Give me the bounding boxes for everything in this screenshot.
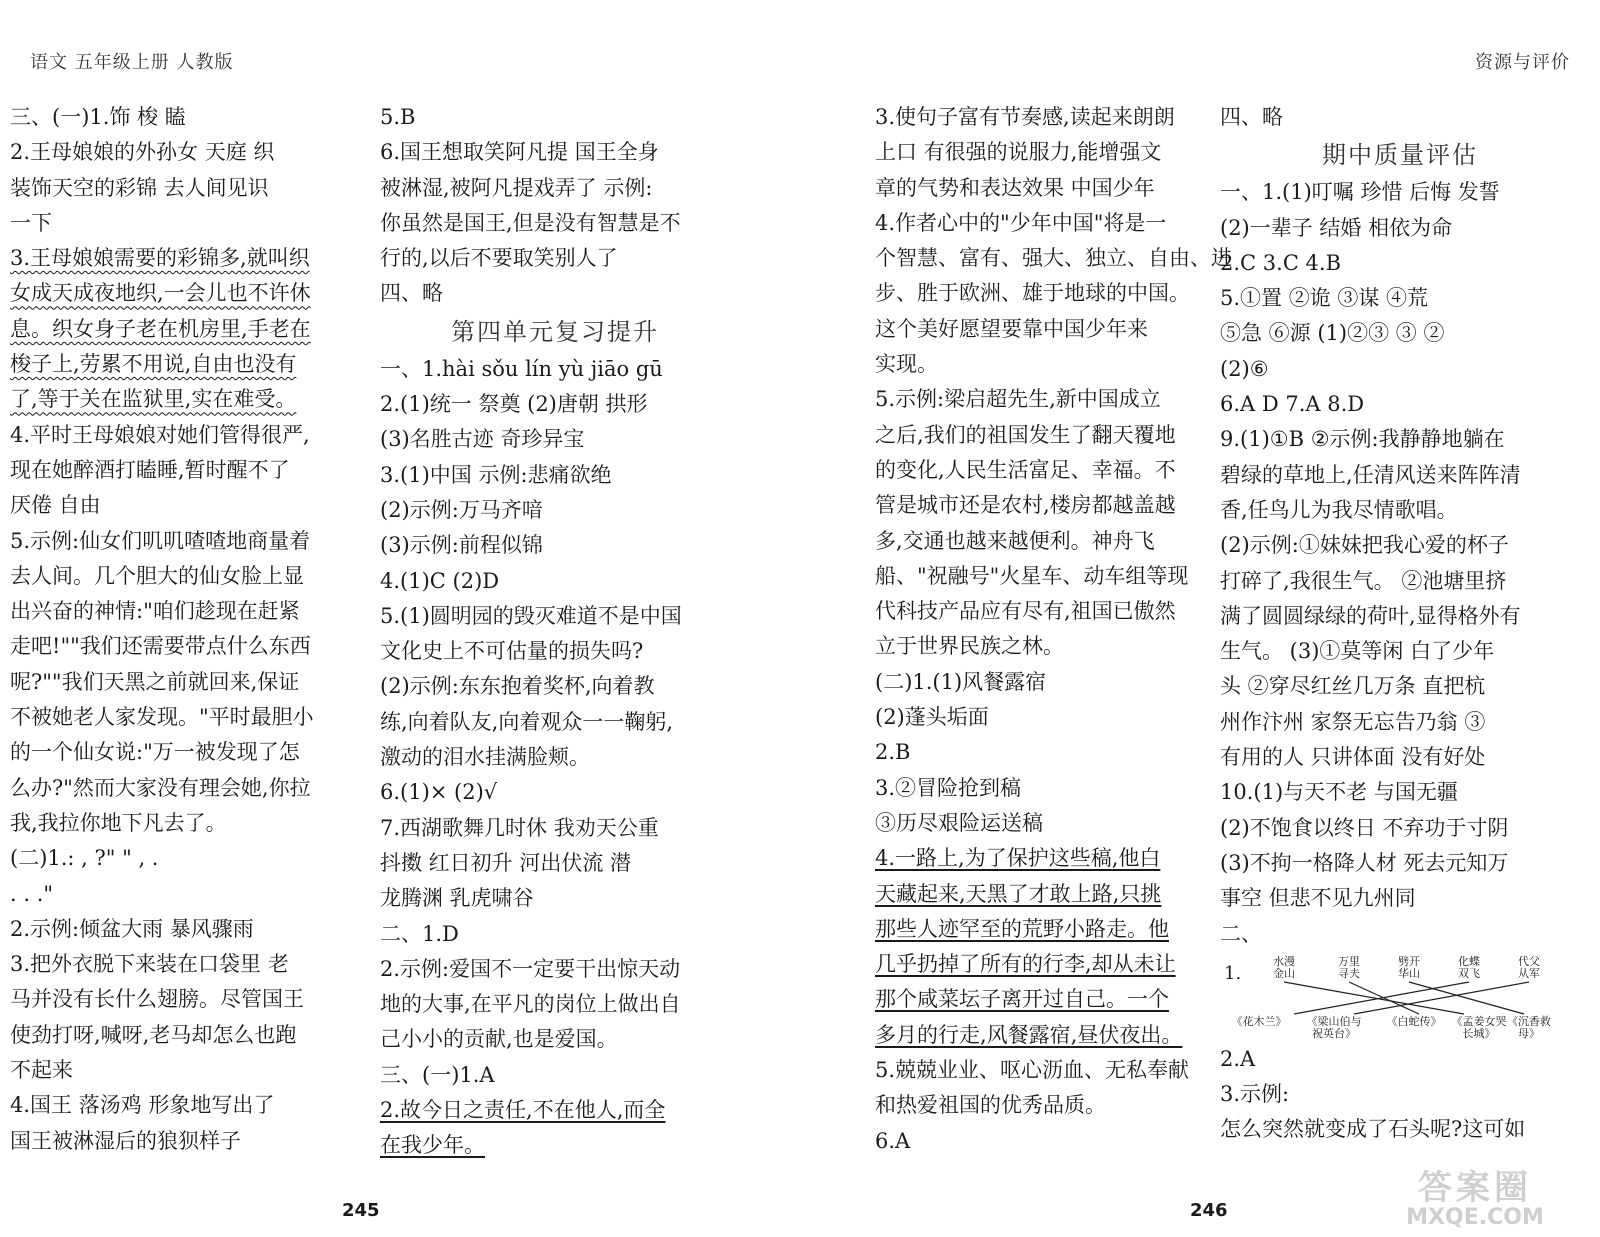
answer-line: 了,等于关在监狱里,实在难受。 [10,387,297,412]
answer-line: 4.(1)C (2)D [380,568,500,593]
answer-line: (2)⑥ [1220,356,1269,381]
answer-line: 二、1.D [380,921,459,946]
answer-line: 那个咸菜坛子离开过自己。一个 [875,987,1169,1012]
answer-line: 5.兢兢业业、呕心沥血、无私奉献 [875,1058,1190,1083]
matching-bottom-item: 《花木兰》 [1231,1014,1287,1028]
answer-line: 厌倦 自由 [10,493,101,518]
answer-line: (3)不拘一格降人材 死去元知万 [1220,850,1509,875]
answer-line: 四、略 [1220,105,1283,129]
matching-diagram [1224,952,1554,1042]
answer-line: 3.王母娘娘需要的彩锦多,就叫织 [10,246,310,271]
answer-line: 4.作者心中的"少年中国"将是一 [875,210,1167,235]
answer-line: (2)示例:①妹妹把我心爱的杯子 [1220,533,1509,558]
answer-line: 文化史上不可估量的损失吗? [380,639,644,664]
answer-line: ⑤急 ⑥源 (1)②③ ③ ② [1220,321,1445,346]
answer-line: 天藏起来,天黑了才敢上路,只挑 [875,881,1162,906]
answer-line: 我,我拉你地下凡去了。 [10,810,227,835]
answer-line: 不被她老人家发现。"平时最胆小 [10,705,314,730]
answer-line: 2.示例:倾盆大雨 暴风骤雨 [10,916,254,941]
left-header-title: 语文 五年级上册 人教版 [30,52,234,73]
answer-line: 行的,以后不要取笑别人了 [380,246,618,271]
answer-line: (2)示例:万马齐喑 [380,497,543,522]
answer-line: 四、略 [380,281,443,306]
answer-line: 4.平时王母娘娘对她们管得很严, [10,422,310,447]
answer-line: 那些人迹罕至的荒野小路走。他 [875,916,1169,941]
page-number-left: 245 [342,1200,380,1221]
matching-top-item: 万里寻夫 [1338,954,1360,980]
section-title: 第四单元复习提升 [451,317,659,346]
answer-line: 国王被淋湿后的狼狈样子 [10,1128,241,1153]
answer-line: 地的大事,在平凡的岗位上做出自 [380,992,681,1017]
answer-line: 梭子上,劳累不用说,自由也没有 [10,352,297,377]
answer-line: (2)不饱食以终日 不弃功于寸阴 [1220,815,1509,840]
answer-line: 装饰天空的彩锦 去人间见识 [10,175,269,200]
page-number-right: 246 [1190,1200,1228,1221]
matching-bottom-item: 《梁山伯与祝英台》 [1306,1014,1362,1040]
right-page-column-2 [1220,100,1580,1148]
answer-line: 2.B [875,740,911,765]
matching-top-item: 代父从军 [1518,954,1540,980]
right-page-column-1 [875,100,1232,1159]
matching-top-item: 水漫金山 [1273,954,1295,980]
answer-line: 代科技产品应有尽有,祖国已傲然 [875,599,1176,624]
left-page-column-1 [10,100,360,1159]
answer-line: 多月的行走,风餐露宿,昼伏夜出。 [875,1022,1183,1047]
answer-line: 船、"祝融号"火星车、动车组等现 [875,563,1189,588]
answer-line: 现在她醉酒打瞌睡,暂时醒不了 [10,457,290,482]
answer-line: 个智慧、富有、强大、独立、自由、进 [875,246,1232,271]
left-page [0,0,780,1237]
answer-line: 2.示例:爱国不一定要干出惊天动 [380,956,681,981]
answer-line: 和热爱祖国的优秀品质。 [875,1093,1106,1118]
answer-line: 三、(一)1.饰 梭 瞌 [10,105,186,129]
answer-line: 州作汴州 家祭无忘告乃翁 ③ [1220,709,1486,734]
answer-line: 2.王母娘娘的外孙女 天庭 织 [10,140,275,165]
answer-line: 6.国王想取笑阿凡提 国王全身 [380,140,659,165]
answer-line: 实现。 [875,352,938,377]
right-header-title: 资源与评价 [1475,52,1570,73]
answer-line: 立于世界民族之林。 [875,634,1064,659]
answer-line: 5.①置 ②诡 ③谋 ④荒 [1220,286,1429,311]
answer-line: ③历尽艰险运送稿 [875,810,1043,835]
section-title: 期中质量评估 [1322,141,1478,170]
matching-bottom-item: 《白蛇传》 [1386,1014,1442,1028]
answer-line: 抖擞 红日初升 河出伏流 潜 [380,850,632,875]
watermark-bottom: MXQE.COM [1406,1205,1544,1230]
answer-line: (2)蓬头垢面 [875,705,989,730]
answer-line: 满了圆圆绿绿的荷叶,显得格外有 [1220,603,1521,628]
left-page-column-2 [380,100,730,1164]
answer-line: 己小小的贡献,也是爱国。 [380,1027,618,1052]
answer-line: (3)示例:前程似锦 [380,533,543,558]
answer-line: 之后,我们的祖国发生了翻天覆地 [875,422,1176,447]
answer-line: 2.A [1220,1046,1256,1071]
answer-line: 3.(1)中国 示例:悲痛欲绝 [380,462,612,487]
answer-line: 怎么突然就变成了石头呢?这可如 [1220,1117,1526,1142]
watermark-logo [1380,1170,1570,1232]
answer-line: 头 ②穿尽红丝几万条 直把杭 [1220,674,1486,699]
answer-line: 么办?"然而大家没有理会她,你拉 [10,775,311,800]
answer-line: 你虽然是国王,但是没有智慧是不 [380,210,681,235]
answer-line: 出兴奋的神情:"咱们趁现在赶紧 [10,599,300,624]
answer-line: 6.A [875,1128,911,1153]
answer-line: 有用的人 只讲体面 没有好处 [1220,745,1486,770]
right-page [800,0,1600,1237]
answer-line: (3)名胜古迹 奇珍异宝 [380,427,585,452]
answer-line: 5.示例:梁启超先生,新中国成立 [875,387,1161,412]
answer-line: 多,交通也越来越便利。神舟飞 [875,528,1155,553]
answer-line: 女成天成夜地织,一会儿也不许休 [10,281,311,306]
answer-line: 3.②冒险抢到稿 [875,775,1022,800]
answer-line: 管是城市还是农村,楼房都越盖越 [875,493,1176,518]
matching-label: 1. [1224,962,1242,984]
answer-line: 5.B [380,105,416,129]
answer-line: 3.把外衣脱下来装在口袋里 老 [10,952,289,977]
right-column-2-bottom [1220,1042,1580,1148]
answer-line: 二、 [1220,921,1262,946]
answer-line: 的变化,人民生活富足、幸福。不 [875,457,1176,482]
matching-bottom-item: 《沉香救母》 [1507,1014,1551,1040]
answer-line: 使劲打呀,喊呀,老马却怎么也跑 [10,1022,297,1047]
matching-top-item: 劈开华山 [1398,954,1420,980]
answer-line: 被淋湿,被阿凡提戏弄了 示例: [380,175,653,200]
answer-line: 不起来 [10,1058,73,1083]
answer-line: 一、1.(1)叮嘱 珍惜 后悔 发誓 [1220,180,1500,205]
answer-line: 生气。 (3)①莫等闲 白了少年 [1220,639,1495,664]
answer-line: 4.一路上,为了保护这些稿,他白 [875,846,1161,871]
answer-line: 走吧!""我们还需要带点什么东西 [10,634,311,659]
answer-line: 三、(一)1.A [380,1062,495,1087]
answer-line: 10.(1)与天不老 与国无疆 [1220,780,1458,805]
answer-line: 3.使句子富有节奏感,读起来朗朗 [875,105,1175,129]
answer-line: 5.(1)圆明园的毁灭难道不是中国 [380,603,682,628]
answer-line: 去人间。几个胆大的仙女脸上显 [10,563,304,588]
answer-line: 在我少年。 [380,1133,485,1158]
answer-line: 2.(1)统一 祭奠 (2)唐朝 拱形 [380,392,648,417]
answer-line: 打碎了,我很生气。 ②池塘里挤 [1220,568,1507,593]
answer-line: 龙腾渊 乳虎啸谷 [380,886,534,911]
answer-line: 6.A D 7.A 8.D [1220,392,1365,417]
answer-line: . . ." [10,881,54,906]
answer-line: 碧绿的草地上,任清风送来阵阵清 [1220,462,1521,487]
answer-line: 激动的泪水挂满脸颊。 [380,745,590,770]
answer-line: 4.国王 落汤鸡 形象地写出了 [10,1093,275,1118]
watermark-top: 答案圈 [1418,1168,1532,1208]
answer-line: 香,任鸟儿为我尽情歌唱。 [1220,497,1458,522]
answer-line: 7.西湖歌舞几时休 我劝天公重 [380,815,659,840]
answer-line: 步、胜于欧洲、雄于地球的中国。 [875,281,1190,306]
matching-bottom-item: 《孟姜女哭长城》 [1451,1014,1507,1040]
right-column-2-top [1220,100,1580,952]
answer-line: 章的气势和表达效果 中国少年 [875,175,1155,200]
answer-line: 9.(1)①B ②示例:我静静地躺在 [1220,427,1505,452]
answer-line: 息。织女身子老在机房里,手老在 [10,316,311,341]
answer-line: 2.故今日之责任,不在他人,而全 [380,1098,666,1123]
answer-line: 的一个仙女说:"万一被发现了怎 [10,740,300,765]
answer-line: 这个美好愿望要靠中国少年来 [875,316,1148,341]
answer-line: 一下 [10,210,52,235]
answer-line: 2.C 3.C 4.B [1220,250,1342,275]
answer-line: (二)1.: , ?" " , . [10,846,159,871]
answer-line: (2)示例:东东抱着奖杯,向着教 [380,674,655,699]
answer-line: 呢?""我们天黑之前就回来,保证 [10,669,300,694]
answer-line: 几乎扔掉了所有的行李,却从未让 [875,952,1176,977]
answer-line: 练,向着队友,向着观众一一鞠躬, [380,709,674,734]
answer-line: 5.示例:仙女们叽叽喳喳地商量着 [10,528,311,553]
answer-line: 上口 有很强的说服力,能增强文 [875,140,1162,165]
answer-line: (二)1.(1)风餐露宿 [875,669,1047,694]
answer-line: (2)一辈子 结婚 相依为命 [1220,215,1453,240]
answer-line: 事空 但悲不见九州同 [1220,886,1416,911]
answer-line: 3.示例: [1220,1082,1290,1107]
answer-line: 6.(1)× (2)√ [380,780,498,805]
matching-top-item: 化蝶双飞 [1458,954,1480,980]
answer-line: 马并没有长什么翅膀。尽管国王 [10,987,304,1012]
answer-line: 一、1.hài sǒu lín yù jiāo gū [380,356,663,381]
